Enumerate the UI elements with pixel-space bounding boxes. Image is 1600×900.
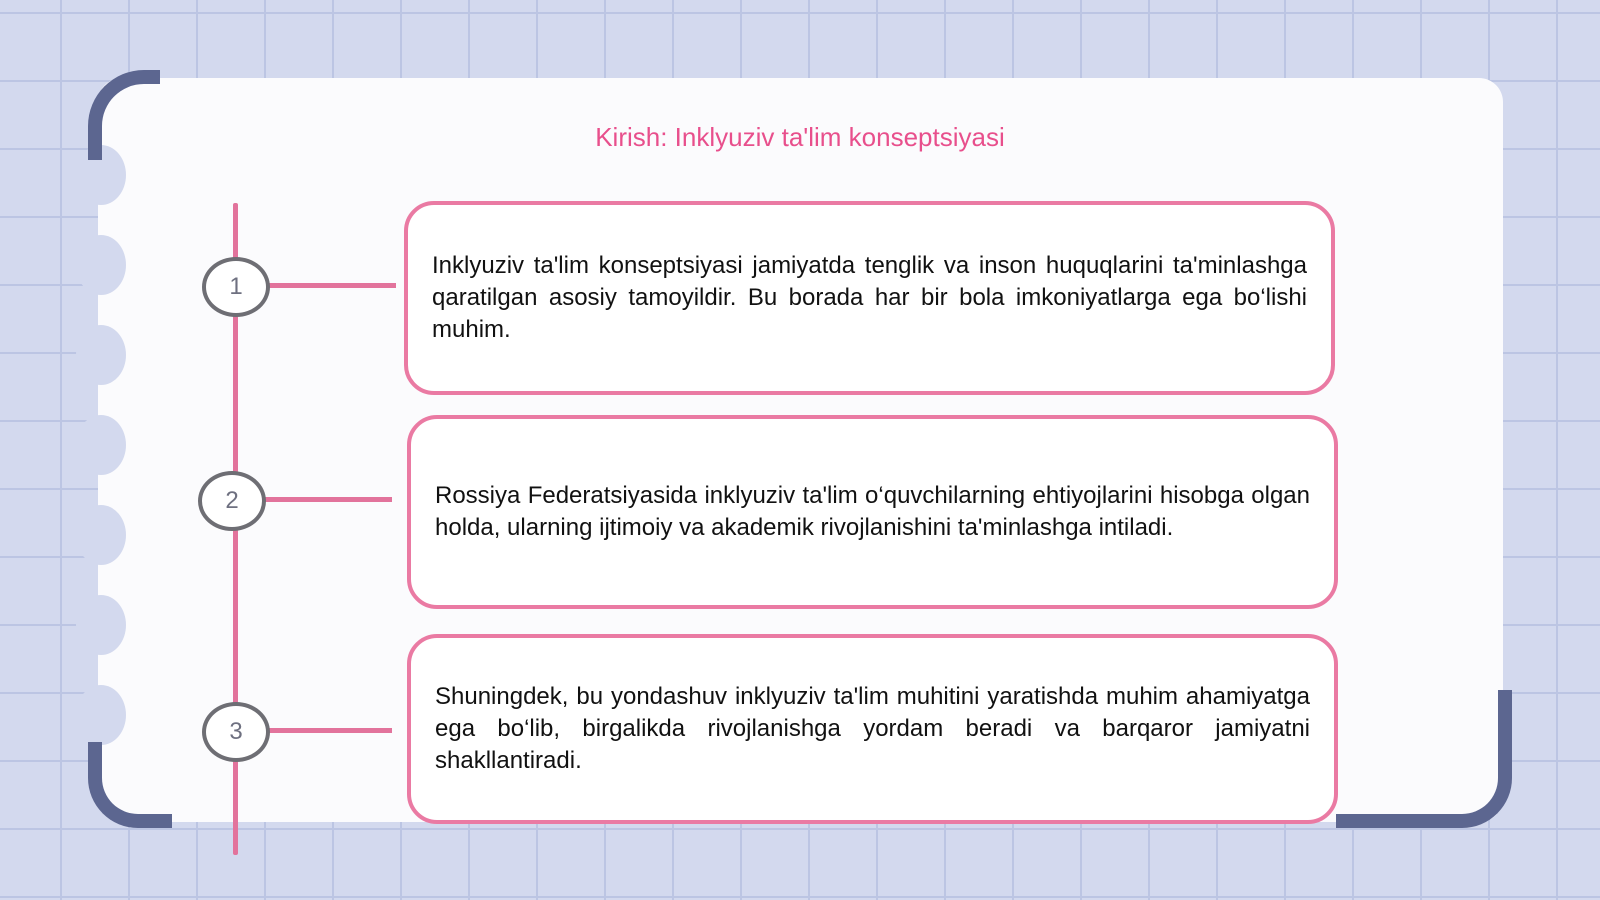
timeline-node-1 <box>202 257 270 317</box>
timeline-node-2 <box>198 471 266 531</box>
card-text: Rossiya Federatsiyasida inklyuziv ta'lim o‘quvchilarning ehtiyojlarini hisobga olgan holda, ularning ijtimoiy va akademik rivojlanishini ta'minlashga intiladi. <box>435 482 1310 541</box>
content-card-1 <box>404 201 1335 395</box>
sheet-scallop <box>76 235 126 295</box>
step-number: 3 <box>229 718 243 745</box>
sheet-scallop <box>76 505 126 565</box>
sheet-scallop <box>76 415 126 475</box>
corner-bracket-bottom-right <box>1336 690 1512 828</box>
timeline-connector <box>262 497 392 502</box>
step-number: 2 <box>225 487 239 514</box>
sheet-scallop <box>76 325 126 385</box>
card-text: Shuningdek, bu yondashuv inklyuziv ta'lim muhitini yaratishda muhim ahamiyatga ega bo‘lib, birgalikda rivojlanishga yordam beradi va barqaror jamiyatni shakllantiradi. <box>435 683 1310 774</box>
step-number: 1 <box>229 273 243 300</box>
timeline-connector <box>266 728 392 733</box>
slide-title: Kirish: Inklyuziv ta'lim konseptsiyasi <box>595 122 1005 152</box>
sheet-scallop <box>76 685 126 745</box>
card-text: Inklyuziv ta'lim konseptsiyasi jamiyatda tenglik va inson huquqlarini ta'minlashga qaratilgan asosiy tamoyildir. Bu borada har bir bola imkoniyatlarga ega bo‘lishi muhim. <box>432 252 1307 343</box>
content-card-2 <box>407 415 1338 609</box>
timeline-node-3 <box>202 702 270 762</box>
sheet-scallop <box>76 595 126 655</box>
corner-bracket-bottom-left <box>88 742 172 828</box>
timeline-connector <box>266 283 396 288</box>
content-card-3 <box>407 634 1338 824</box>
